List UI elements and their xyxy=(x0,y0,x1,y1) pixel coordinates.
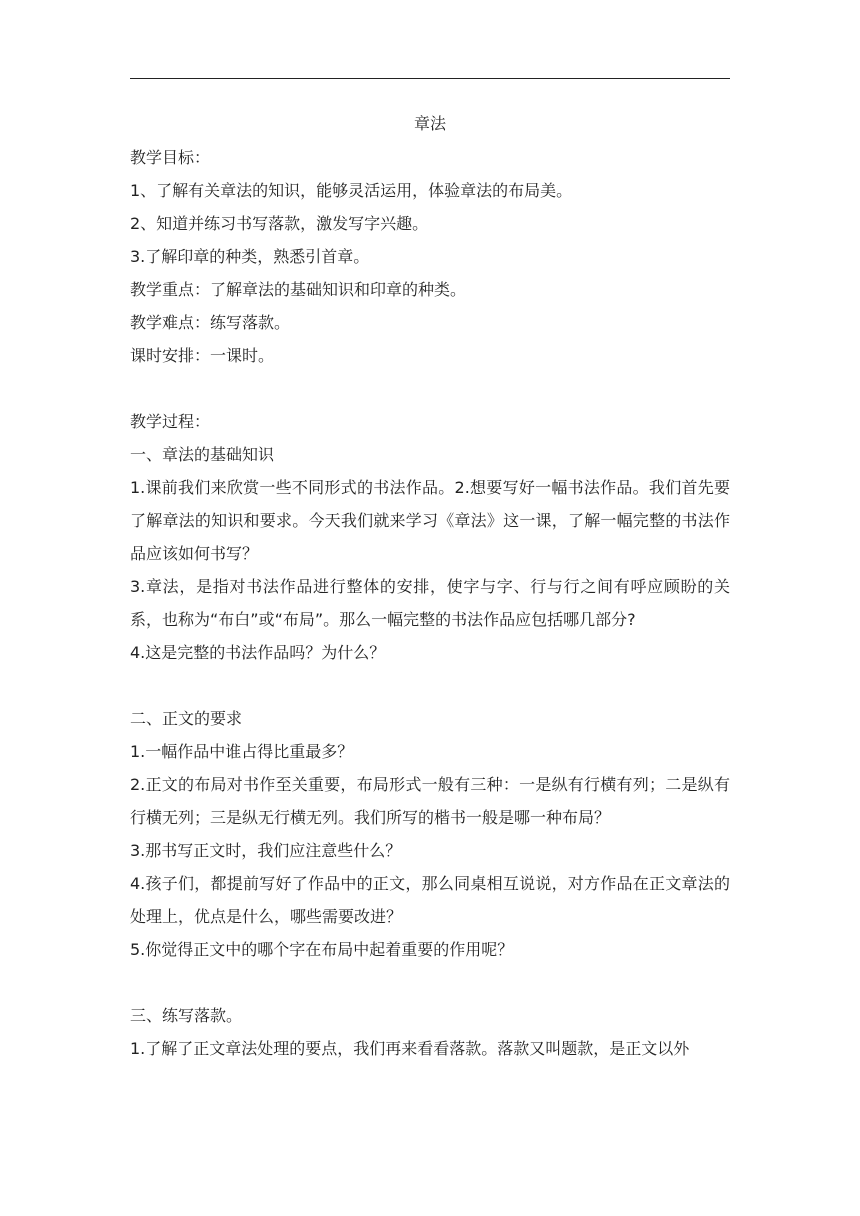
blank-line xyxy=(130,372,730,405)
paragraph-section2-item-4: 4.孩子们，都提前写好了作品中的正文，那么同桌相互说说，对方作品在正文章法的处理上，优点是什么，哪些需要改进？ xyxy=(130,874,730,926)
paragraph-section1-item-1: 1.课前我们来欣赏一些不同形式的书法作品。2.想要写好一幅书法作品。我们首先要了解章法的知识和要求。今天我们就来学习《章法》这一课，了解一幅完整的书法作品应该如何书写？ xyxy=(130,478,730,563)
paragraph-section2-item-3: 3.那书写正文时，我们应注意些什么？ xyxy=(130,841,402,860)
paragraph-goal-1: 1、了解有关章法的知识，能够灵活运用，体验章法的布局美。 xyxy=(130,181,573,200)
paragraph-section1-item-4: 4.这是完整的书法作品吗？为什么？ xyxy=(130,643,386,662)
paragraph-section2-item-5: 5.你觉得正文中的哪个字在布局中起着重要的作用呢？ xyxy=(130,940,514,959)
section-heading-1: 一、章法的基础知识 xyxy=(130,445,275,464)
paragraph-goal-3: 3.了解印章的种类，熟悉引首章。 xyxy=(130,247,370,266)
section-heading-3: 三、练写落款。 xyxy=(130,1006,243,1025)
paragraph-difficulty: 教学难点：练写落款。 xyxy=(130,313,291,332)
blank-line xyxy=(130,669,730,702)
paragraph-section3-item-1: 1.了解了正文章法处理的要点，我们再来看看落款。落款又叫题款，是正文以外 xyxy=(130,1039,690,1058)
paragraph-goal-2: 2、知道并练习书写落款，激发写字兴趣。 xyxy=(130,214,429,233)
paragraph-process-heading: 教学过程： xyxy=(130,412,211,431)
paragraph-teaching-goals-heading: 教学目标： xyxy=(130,148,211,167)
paragraph-section2-item-1: 1.一幅作品中谁占得比重最多？ xyxy=(130,742,354,761)
blank-line xyxy=(130,966,730,999)
paragraph-key-points: 教学重点：了解章法的基础知识和印章的种类。 xyxy=(130,280,467,299)
document-body xyxy=(130,141,730,1065)
paragraph-section1-item-3: 3.章法，是指对书法作品进行整体的安排，使字与字、行与行之间有呼应顾盼的关系，也称为“布白”或“布局”。那么一幅完整的书法作品应包括哪几部分? xyxy=(130,577,730,629)
paragraph-section2-item-2: 2.正文的布局对书作至关重要，布局形式一般有三种：一是纵有行横有列；二是纵有行横无列；三是纵无行横无列。我们所写的楷书一般是哪一种布局？ xyxy=(130,775,730,827)
paragraph-schedule: 课时安排：一课时。 xyxy=(130,346,275,365)
document-title: 章法 xyxy=(413,114,446,133)
section-heading-2: 二、正文的要求 xyxy=(130,709,243,728)
header-rule xyxy=(130,78,730,79)
